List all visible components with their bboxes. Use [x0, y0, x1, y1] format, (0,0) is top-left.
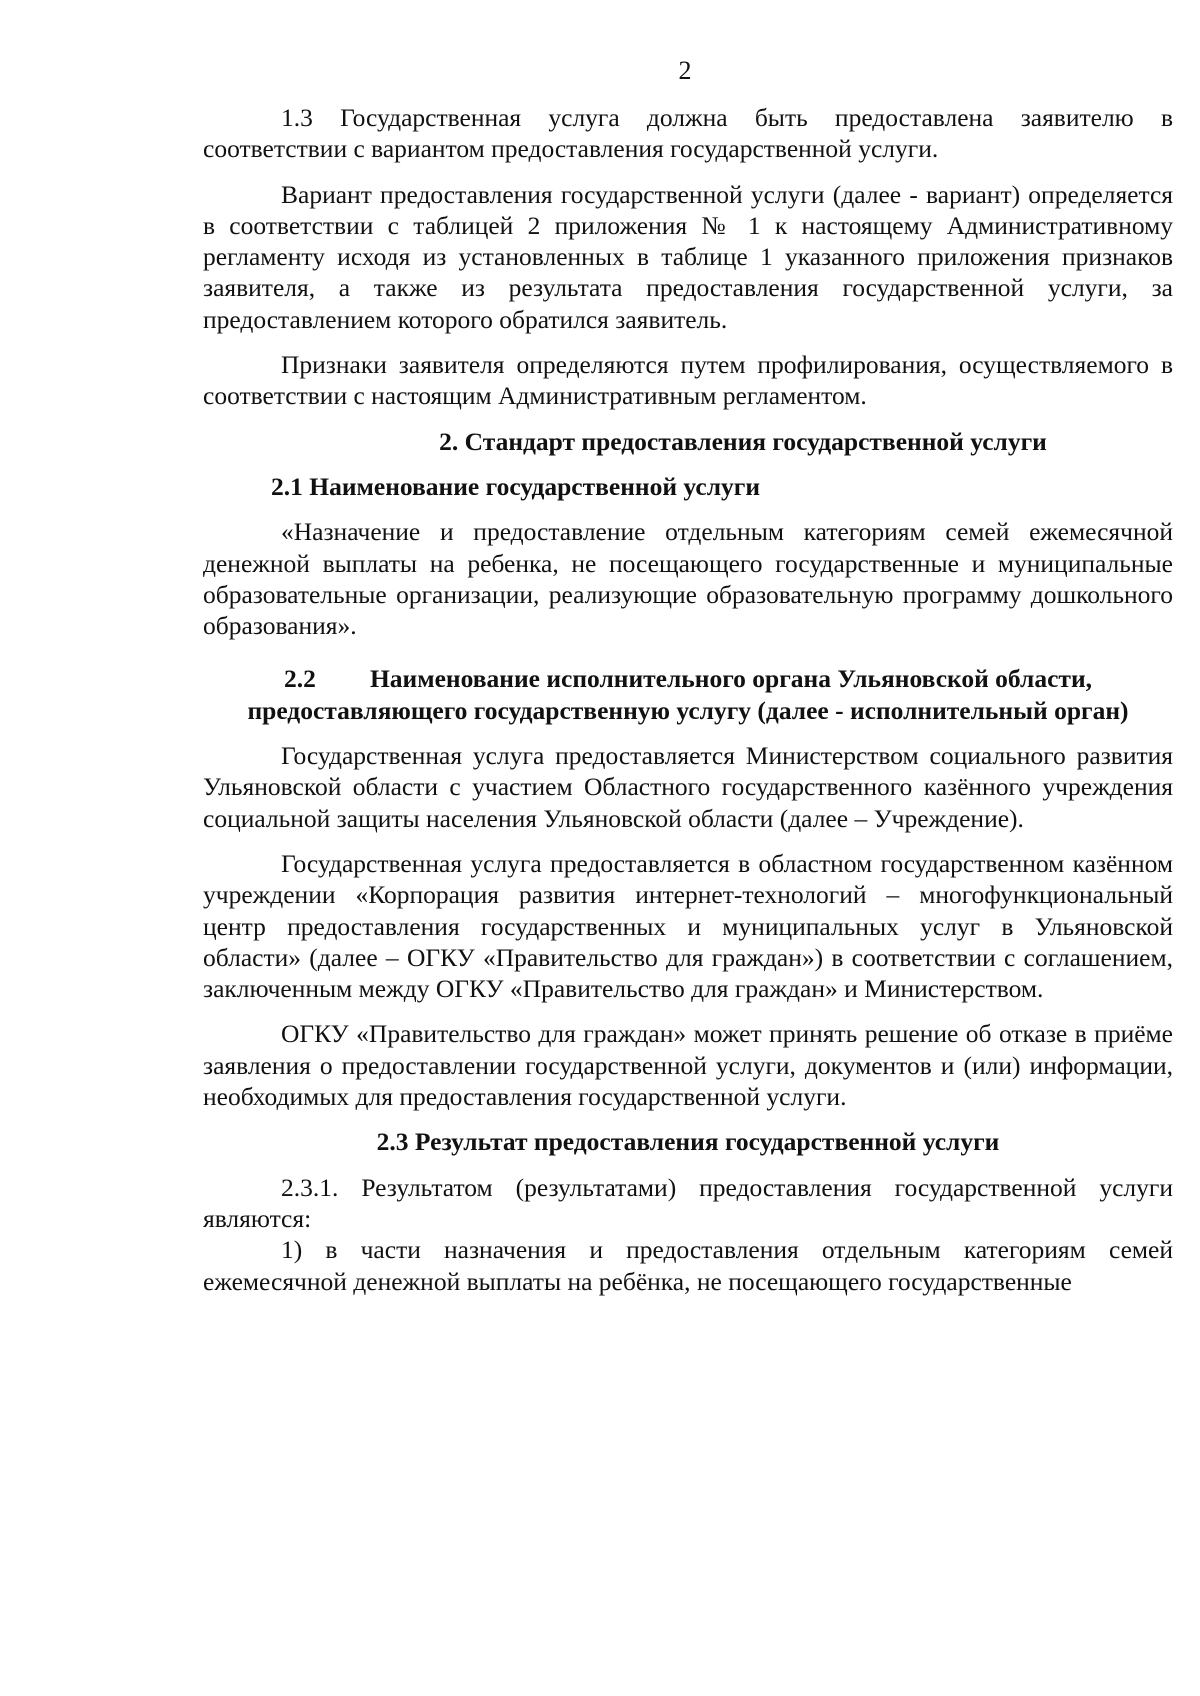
- section-2-3-1-paragraph: 2.3.1. Результатом (результатами) предоставления государственной услуги являются:: [203, 1172, 1173, 1233]
- paragraph-1-3: 1.3 Государственная услуга должна быть предоставлена заявителю в соответствии с вариантом предоставления государственной услуги.: [203, 103, 1173, 164]
- document-body: [203, 102, 1173, 1297]
- section-2-title: 2. Стандарт предоставления государственной услуги: [439, 426, 1047, 456]
- section-2-2-paragraph-1: Государственная услуга предоставляется Министерством социального развития Ульяновской области с участием Областного государственного казённого учреждения социальной защиты населения Ульяновской области (далее – Учреждение).: [203, 741, 1173, 833]
- section-2-2-title: Наименование исполнительного органа Ульяновской области, предоставляющего государственную услугу (далее - исполнительный орган): [247, 664, 1129, 725]
- service-name-paragraph: «Назначение и предоставление отдельным категориям семей ежемесячной денежной выплаты на ребенка, не посещающего государственные и муниципальные образовательные организации, реализующие образовательную программу дошкольного образования».: [203, 517, 1173, 641]
- section-2-2-paragraph-3: ОГКУ «Правительство для граждан» может принять решение об отказе в приёме заявления о предоставлении государственной услуги, документов и (или) информации, необходимых для предоставления государственной услуги.: [203, 1019, 1173, 1112]
- section-2-3-title: 2.3 Результат предоставления государственной услуги: [376, 1127, 1000, 1157]
- paragraph-variant: Вариант предоставления государственной услуги (далее - вариант) определяется в соответствии с таблицей 2 приложения № 1 к настоящему Административному регламенту исходя из установленных в таблице 1 указанного приложения признаков заявителя, а также из результата предоставления государственной услуги, за предоставлением которого обратился заявитель.: [203, 179, 1173, 334]
- section-2-2-number: 2.2: [283, 664, 316, 694]
- section-2-2-paragraph-2: Государственная услуга предоставляется в областном государственном казённом учреждении «Корпорация развития интернет-технологий – многофункциональный центр предоставления государственных и муниципальных услуг в Ульяновской области» (далее – ОГКУ «Правительство для граждан») в соответствии с соглашением, заключенным между ОГКУ «Правительство для граждан» и Министерством.: [203, 848, 1173, 1004]
- section-2-1-title: 2.1 Наименование государственной услуги: [271, 471, 761, 501]
- section-2-3-1-item-1: 1) в части назначения и предоставления отдельным категориям семей ежемесячной денежной выплаты на ребёнка, не посещающего государственные: [203, 1235, 1173, 1296]
- page-number: 2: [678, 56, 692, 85]
- section-2-2-heading: [203, 663, 1173, 726]
- paragraph-applicant-signs: Признаки заявителя определяются путем профилирования, осуществляемого в соответствии с настоящим Административным регламентом.: [203, 350, 1173, 411]
